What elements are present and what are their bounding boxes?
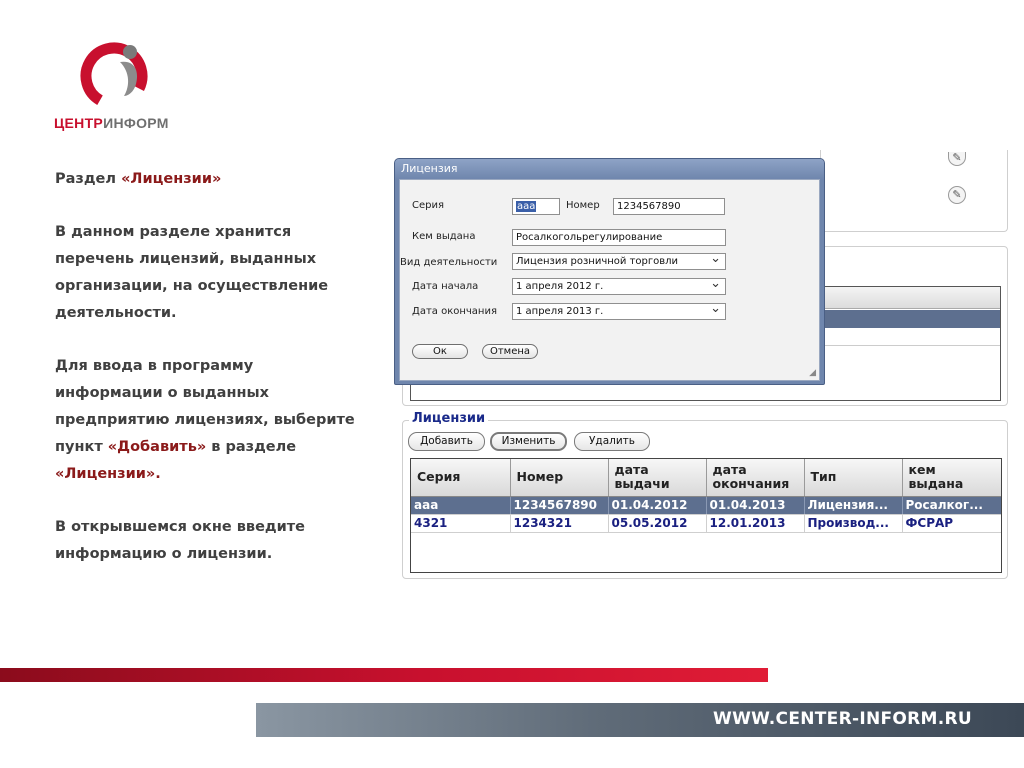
centrinform-logo-icon [80, 38, 152, 110]
column-header-end-date[interactable]: дата окончания [706, 459, 804, 496]
issued-by-input[interactable]: Росалкогольрегулирование [512, 229, 726, 246]
red-decorative-band [0, 668, 768, 682]
paragraph-enter-info: В открывшемся окне введите информацию о лицензии. [55, 519, 306, 562]
section-heading [55, 166, 355, 193]
column-header-issue-date[interactable]: дата выдачи [608, 459, 706, 496]
column-header-series[interactable]: Серия [411, 459, 510, 496]
logo-text-part1: ЦЕНТР [54, 115, 104, 131]
instructions-text-1: Для ввода в программу информации о выданных предприятию лицензиях, выберите пункт [55, 358, 355, 455]
series-input[interactable] [512, 198, 560, 215]
series-label: Серия [412, 200, 444, 211]
paragraph-instructions [55, 353, 355, 488]
cell-issue-date: 05.05.2012 [608, 514, 706, 532]
license-dialog [394, 158, 825, 385]
instructions-highlight-section: «Лицензии». [55, 466, 161, 482]
cell-series: 4321 [411, 514, 510, 532]
edit-pencil-icon[interactable]: ✎ [948, 152, 966, 166]
upper-panel [820, 150, 1008, 232]
add-button[interactable]: Добавить [408, 432, 485, 451]
cell-issued-by: Росалког... [902, 496, 1001, 514]
licenses-table [410, 458, 1002, 573]
cell-type: Производ... [804, 514, 902, 532]
cell-series: ааа [411, 496, 510, 514]
number-input[interactable]: 1234567890 [613, 198, 725, 215]
heading-highlight: «Лицензии» [121, 171, 222, 187]
resize-grip-icon[interactable]: ◢ [809, 368, 816, 378]
start-date-picker[interactable]: 1 апреля 2012 г. ⌄ [512, 278, 726, 295]
logo-text-part2: ИНФОРМ [103, 115, 169, 131]
issued-by-label: Кем выдана [412, 231, 476, 242]
logo-wordmark [54, 115, 169, 131]
column-header-issued-by[interactable]: кем выдана [902, 459, 1001, 496]
edit-button[interactable]: Изменить [490, 432, 567, 451]
table-row[interactable] [411, 514, 1001, 532]
edit-pencil-icon[interactable]: ✎ [948, 186, 966, 204]
series-value: ааа [517, 201, 536, 212]
column-header-type[interactable]: Тип [804, 459, 902, 496]
ok-button[interactable]: Ок [412, 344, 468, 359]
end-date-picker[interactable]: 1 апреля 2013 г. ⌄ [512, 303, 726, 320]
heading-prefix: Раздел [55, 171, 122, 187]
paragraph-purpose: В данном разделе хранится перечень лицензий, выданных организации, на осуществление деятельности. [55, 224, 329, 321]
cell-issued-by: ФСРАР [902, 514, 1001, 532]
end-date-label: Дата окончания [412, 306, 497, 317]
dialog-titlebar[interactable]: Лицензия [395, 159, 824, 179]
instructions-text-2: в разделе [206, 439, 297, 455]
licenses-title: Лицензии [409, 411, 488, 426]
table-row[interactable] [411, 496, 1001, 514]
column-header-number[interactable]: Номер [510, 459, 608, 496]
dialog-body [399, 179, 820, 381]
cell-number: 1234567890 [510, 496, 608, 514]
start-date-label: Дата начала [412, 281, 479, 292]
cell-type: Лицензия... [804, 496, 902, 514]
cancel-button[interactable]: Отмена [482, 344, 538, 359]
cell-issue-date: 01.04.2012 [608, 496, 706, 514]
table-header-row [411, 459, 1001, 496]
description-text [55, 166, 355, 568]
number-label: Номер [566, 200, 600, 211]
cell-end-date: 12.01.2013 [706, 514, 804, 532]
activity-label: Вид деятельности [400, 257, 498, 268]
activity-select[interactable]: Лицензия розничной торговли ⌄ [512, 253, 726, 270]
instructions-highlight-add: «Добавить» [107, 439, 207, 455]
website-url: WWW.CENTER-INFORM.RU [713, 709, 972, 729]
delete-button[interactable]: Удалить [574, 432, 650, 451]
cell-end-date: 01.04.2013 [706, 496, 804, 514]
cell-number: 1234321 [510, 514, 608, 532]
